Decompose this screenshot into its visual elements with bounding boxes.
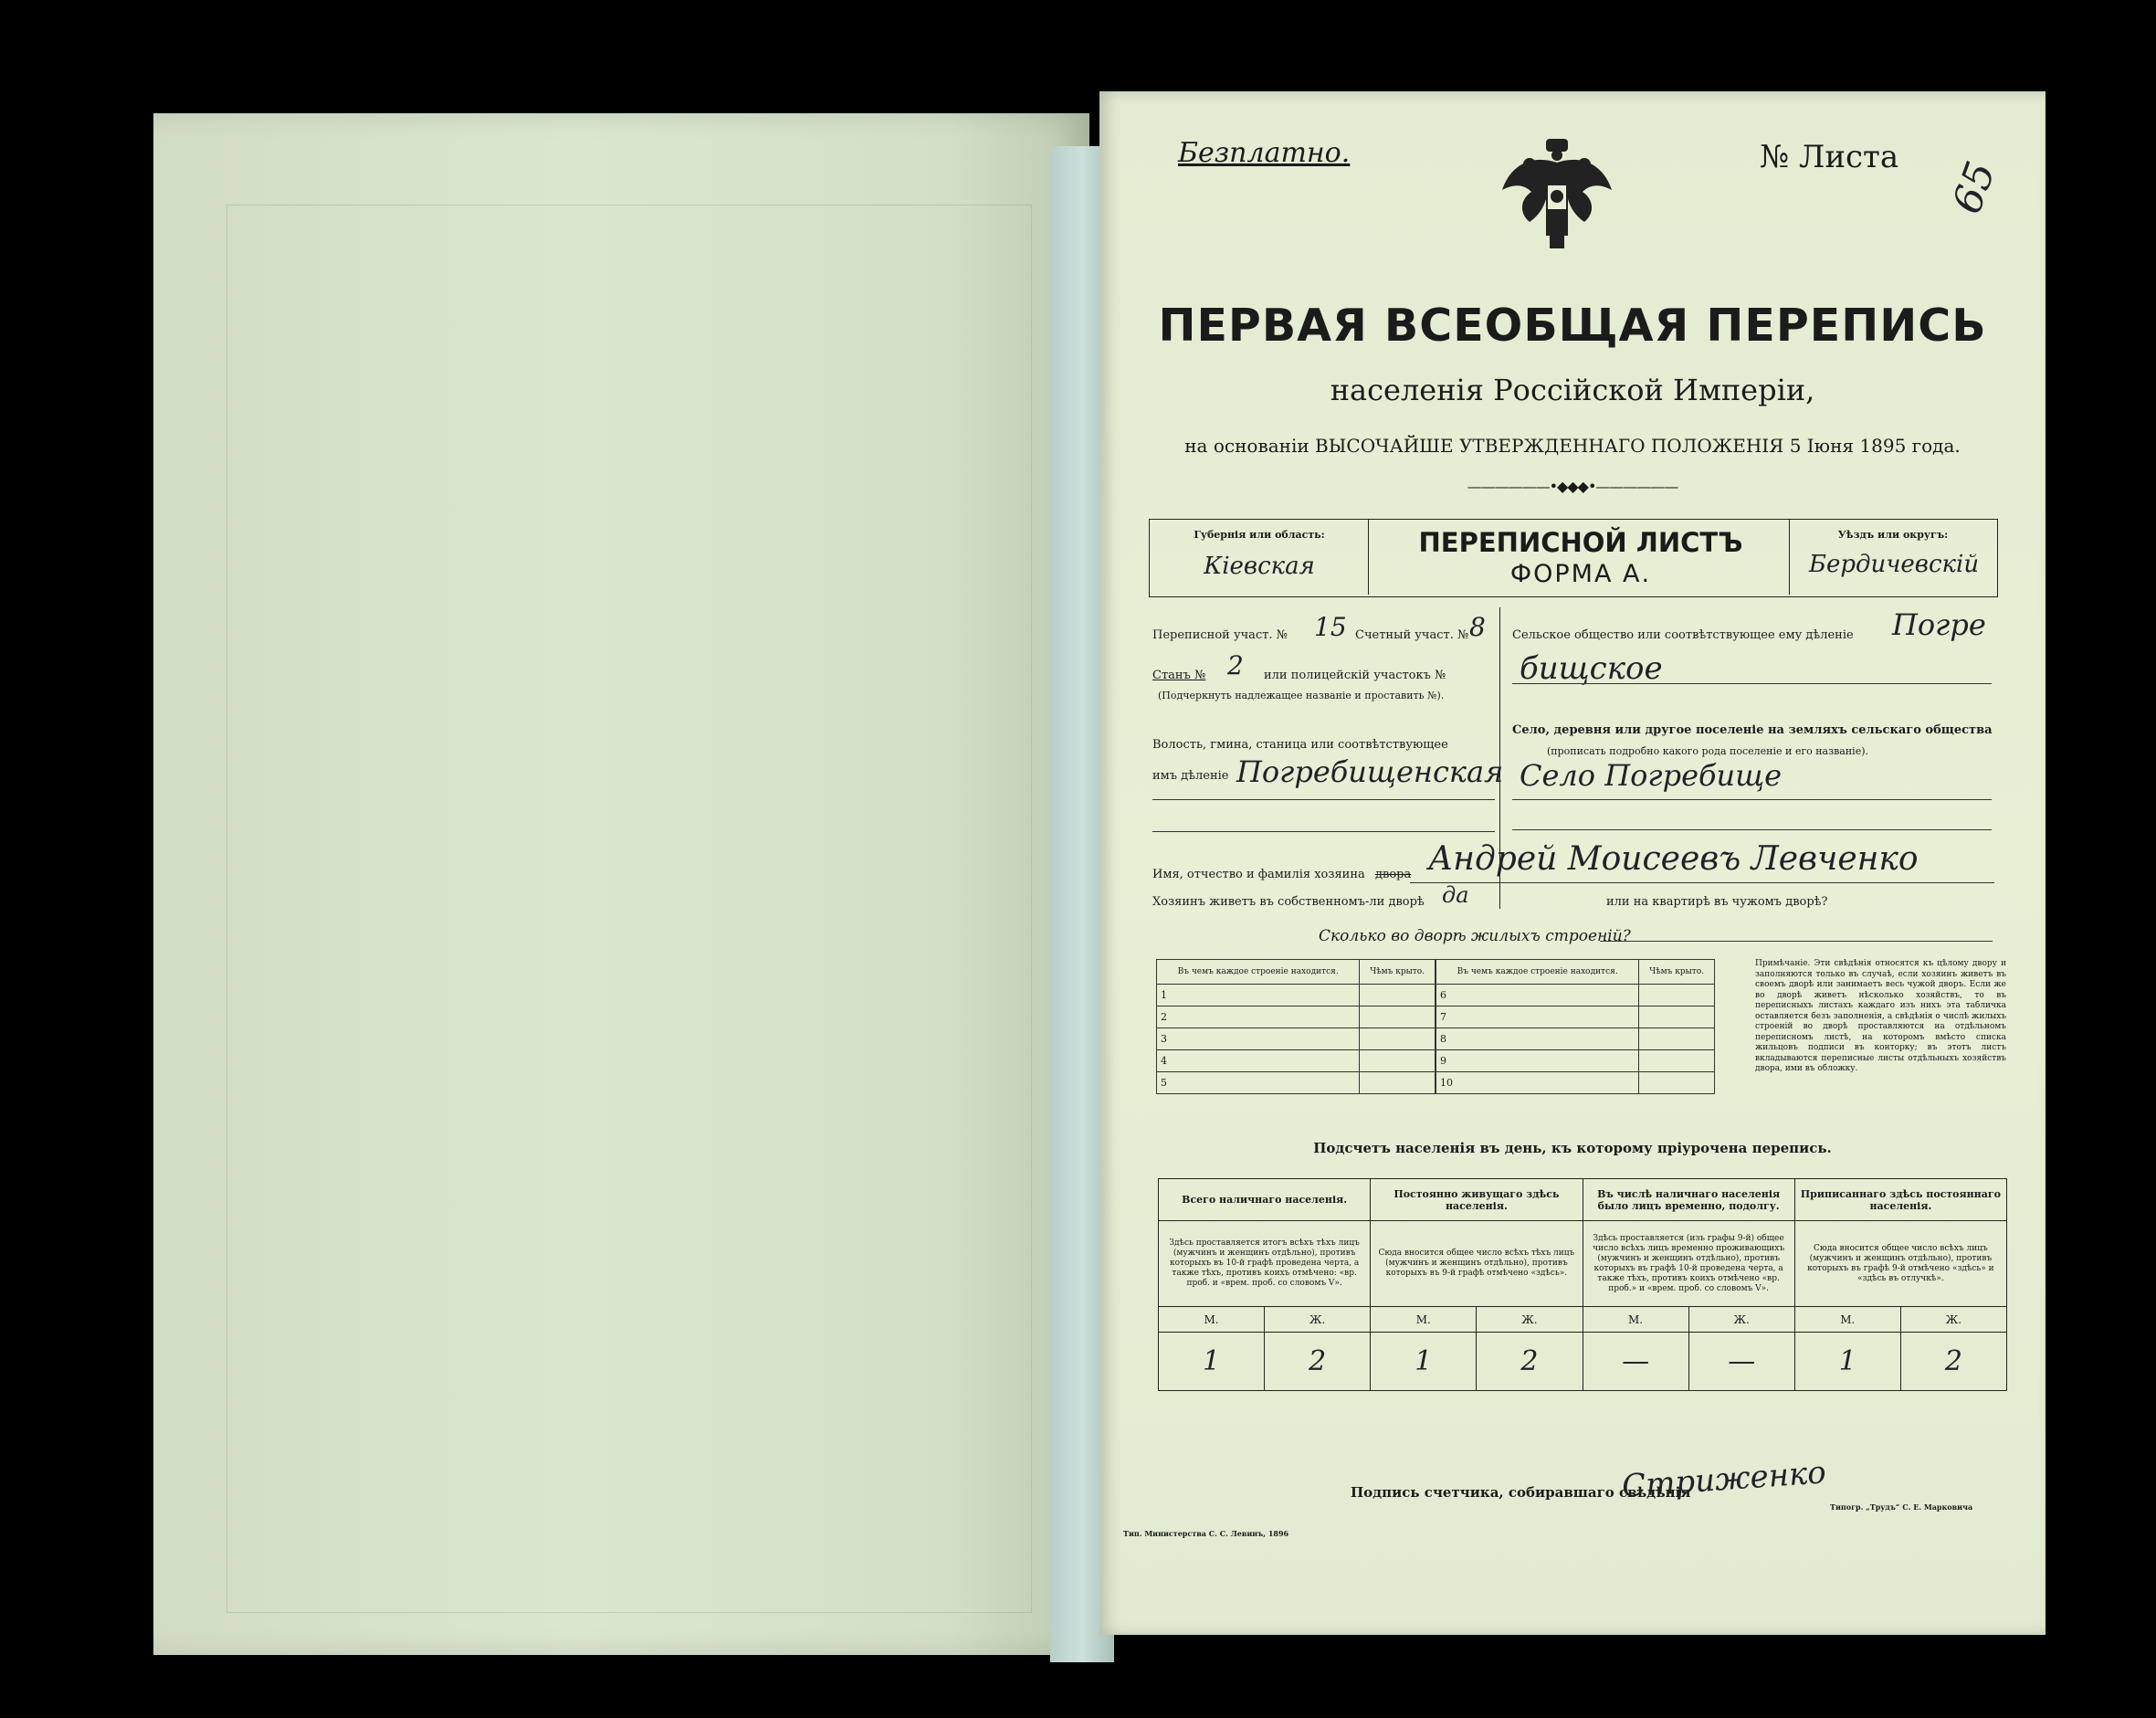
pop-permanent-f: 2 [1477,1333,1583,1391]
printer-imprint-right: Типогр. „Трудъ“ С. Е. Марковича [1830,1502,1973,1512]
gubernia-value: Кіевская [1204,553,1315,580]
left-page-faded-frame [226,205,1032,1613]
pop-registered-m: 1 [1794,1333,1900,1391]
pop-total-m: 1 [1159,1333,1265,1391]
gubernia-label: Губернія или область: [1194,529,1325,541]
owner-name-label: Имя, отчество и фамилія хозяина [1152,868,1365,881]
building-row-3: 3 [1157,1028,1360,1050]
pop-permanent-m: 1 [1371,1333,1477,1391]
count-district-value: 8 [1469,612,1486,642]
pop-head-total: Всего наличнаго населенія. [1159,1179,1371,1221]
building-row-8: 8 [1436,1028,1639,1050]
village-note: (прописать подробно какого рода поселеніе и его названіе). [1547,745,1868,757]
signature-value: Стриженко [1620,1454,1827,1505]
owner-name-underline [1410,882,1994,883]
buildings-table-right [1436,959,1715,1094]
pop-m-label: М. [1794,1307,1900,1333]
ornamental-divider: ——————•◆◆◆•—————— [1467,478,1678,495]
pop-desc-temporary: Здѣсь проставляется (изъ графы 9-й) общее число всѣхъ лицъ временно проживающихъ (мужчинъ и женщинъ отдѣльно), противъ которыхъ въ графѣ 10-й проведена черта, а также тѣхъ, противъ коихъ отмѣчено «вр. проб.» и «врем. проб. со словомъ V». [1583,1221,1794,1307]
pop-m-label: М. [1583,1307,1688,1333]
pop-m-label: М. [1371,1307,1477,1333]
form-main-title: ПЕРВАЯ ВСЕОБЩАЯ ПЕРЕПИСЬ [1158,300,1987,352]
uezd-value: Бердичевскій [1808,551,1980,578]
free-label: Безплатно. [1178,137,1351,169]
building-row-5: 5 [1157,1072,1360,1094]
uezd-label: Уѣздъ или округъ: [1837,529,1949,541]
society-value-2: бищское [1520,650,1663,687]
census-district-label: Переписной участ. № [1152,628,1288,642]
village-value: Село Погребище [1520,758,1783,793]
owner-residence-label: Хозяинъ живетъ въ собственномъ-ли дворѣ [1152,895,1425,909]
left-blank-page [153,113,1089,1655]
volost-value: Погребищенская [1236,754,1504,789]
count-district-label: Счетный участ. № [1355,628,1469,642]
population-table [1158,1178,2007,1391]
pop-m-label: М. [1159,1307,1265,1333]
pop-f-label: Ж. [1900,1307,2006,1333]
building-row-4: 4 [1157,1050,1360,1072]
stan-label: Станъ № [1152,669,1206,682]
stan-value: 2 [1227,650,1244,680]
pop-head-permanent: Постоянно живущаго здѣсь населенія. [1371,1179,1583,1221]
population-title: Подсчетъ населенія въ день, къ которому пріурочена перепись. [1313,1140,1832,1156]
double-headed-eagle-icon [1493,135,1621,254]
village-underline-2 [1512,829,1992,830]
buildings-col-location: Въ чемъ каждое строеніе находится. [1157,960,1360,985]
building-row-9: 9 [1436,1050,1639,1072]
police-district-label: или полицейскій участокъ № [1264,669,1446,682]
society-underline [1512,683,1992,684]
pop-temporary-m: — [1583,1333,1688,1391]
pop-desc-registered: Сюда вносится общее число всѣхъ лицъ (мужчинъ и женщинъ отдѣльно), противъ которыхъ въ графѣ 9-й отмѣчено «здѣсь» и «здѣсь въ отлучкѣ». [1794,1221,2006,1307]
pop-f-label: Ж. [1477,1307,1583,1333]
volost-underline-2 [1152,831,1495,832]
sheet-number-handwritten: 65 [1943,155,2005,220]
buildings-question: Сколько во дворѣ жилыхъ строеній? [1319,927,1631,945]
pop-head-temporary: Въ числѣ наличнаго населенія было лицъ временно, подолгу. [1583,1179,1794,1221]
village-underline [1512,799,1992,800]
signature-label: Подпись счетчика, собиравшаго свѣдѣнія [1351,1484,1691,1501]
form-sheet-title: ПЕРЕПИСНОЙ ЛИСТЪ [1418,527,1743,558]
building-row-6: 6 [1436,985,1639,1007]
pop-registered-f: 2 [1900,1333,2006,1391]
census-form-page [1099,91,2046,1635]
building-row-2: 2 [1157,1007,1360,1028]
owner-name-value: Андрей Моисеевъ Левченко [1428,840,1919,878]
owner-residence-value: да [1442,882,1469,908]
buildings-table-left [1156,959,1436,1094]
pop-head-registered: Приписаннаго здѣсь постояннаго населенія. [1794,1179,2006,1221]
form-type: ФОРМА А. [1509,560,1652,588]
owner-residence-rest: или на квартирѣ въ чужомъ дворѣ? [1606,895,1828,909]
pop-f-label: Ж. [1265,1307,1371,1333]
buildings-note: Примѣчаніе. Эти свѣдѣнія относятся къ цѣлому двору и заполняются только въ случаѣ, если хозяинъ живетъ въ своемъ дворѣ или занимаетъ весь чужой дворъ. Если же во дворѣ живетъ нѣсколько хозяйствъ, то въ переписныхъ листахъ каждаго изъ нихъ эта табличка оставляется безъ заполненія, а свѣдѣнія о числѣ жилыхъ строеній во дворѣ проставляются на отдѣльномъ переписномъ листѣ, на которомъ вмѣсто списка жильцовъ подписи въ конторку; въ этотъ листъ вкладываются переписные листы отдѣльныхъ хозяйствъ двора, ими въ обложку. [1755,959,2006,1073]
uezd-cell [1789,520,1995,595]
society-value-1: Погре [1892,607,1986,642]
volost-label-2: имъ дѣленіе [1152,769,1229,783]
census-district-value: 15 [1314,612,1347,642]
pop-temporary-f: — [1688,1333,1794,1391]
buildings-col-roof-2: Чѣмъ крыто. [1639,960,1715,985]
form-subtitle: населенія Россійской Имперіи, [1330,373,1815,407]
volost-label: Волость, гмина, станица или соотвѣтствующее [1152,738,1448,752]
building-row-7: 7 [1436,1007,1639,1028]
building-row-10: 10 [1436,1072,1639,1094]
buildings-col-location-2: Въ чемъ каждое строеніе находится. [1436,960,1639,985]
pop-desc-total: Здѣсь проставляется итогъ всѣхъ тѣхъ лицъ (мужчинъ и женщинъ отдѣльно), противъ которыхъ въ 10-й графѣ проведена черта, а также тѣхъ, противъ коихъ отмѣчено: «вр. проб. и «врем. проб. со словомъ V». [1159,1221,1371,1307]
volost-underline [1152,799,1495,800]
printer-imprint-left: Тип. Министерства С. С. Левинъ, 1896 [1123,1529,1289,1538]
stan-note: (Подчеркнуть надлежащее названіе и проставить №). [1158,690,1445,701]
pop-desc-permanent: Сюда вносится общее число всѣхъ тѣхъ лицъ (мужчинъ и женщинъ отдѣльно), противъ которыхъ въ 9-й графѣ отмѣчено «здѣсь». [1371,1221,1583,1307]
form-legal-basis: на основаніи ВЫСОЧАЙШЕ УТВЕРЖДЕННАГО ПОЛОЖЕНІЯ 5 Іюня 1895 года. [1184,435,1961,457]
gubernia-cell [1150,520,1369,595]
society-label: Сельское общество или соотвѣтствующее ему дѣленіе [1512,628,1854,642]
buildings-col-roof: Чѣмъ крыто. [1360,960,1436,985]
pop-total-f: 2 [1265,1333,1371,1391]
sheet-number-label: № Листа [1760,139,1899,175]
building-row-1: 1 [1157,985,1360,1007]
buildings-question-underline [1600,941,1993,942]
form-header-box [1149,519,1998,597]
owner-name-struck: двора [1375,868,1412,881]
village-label: Село, деревня или другое поселеніе на земляхъ сельскаго общества [1512,723,1993,737]
pop-f-label: Ж. [1688,1307,1794,1333]
